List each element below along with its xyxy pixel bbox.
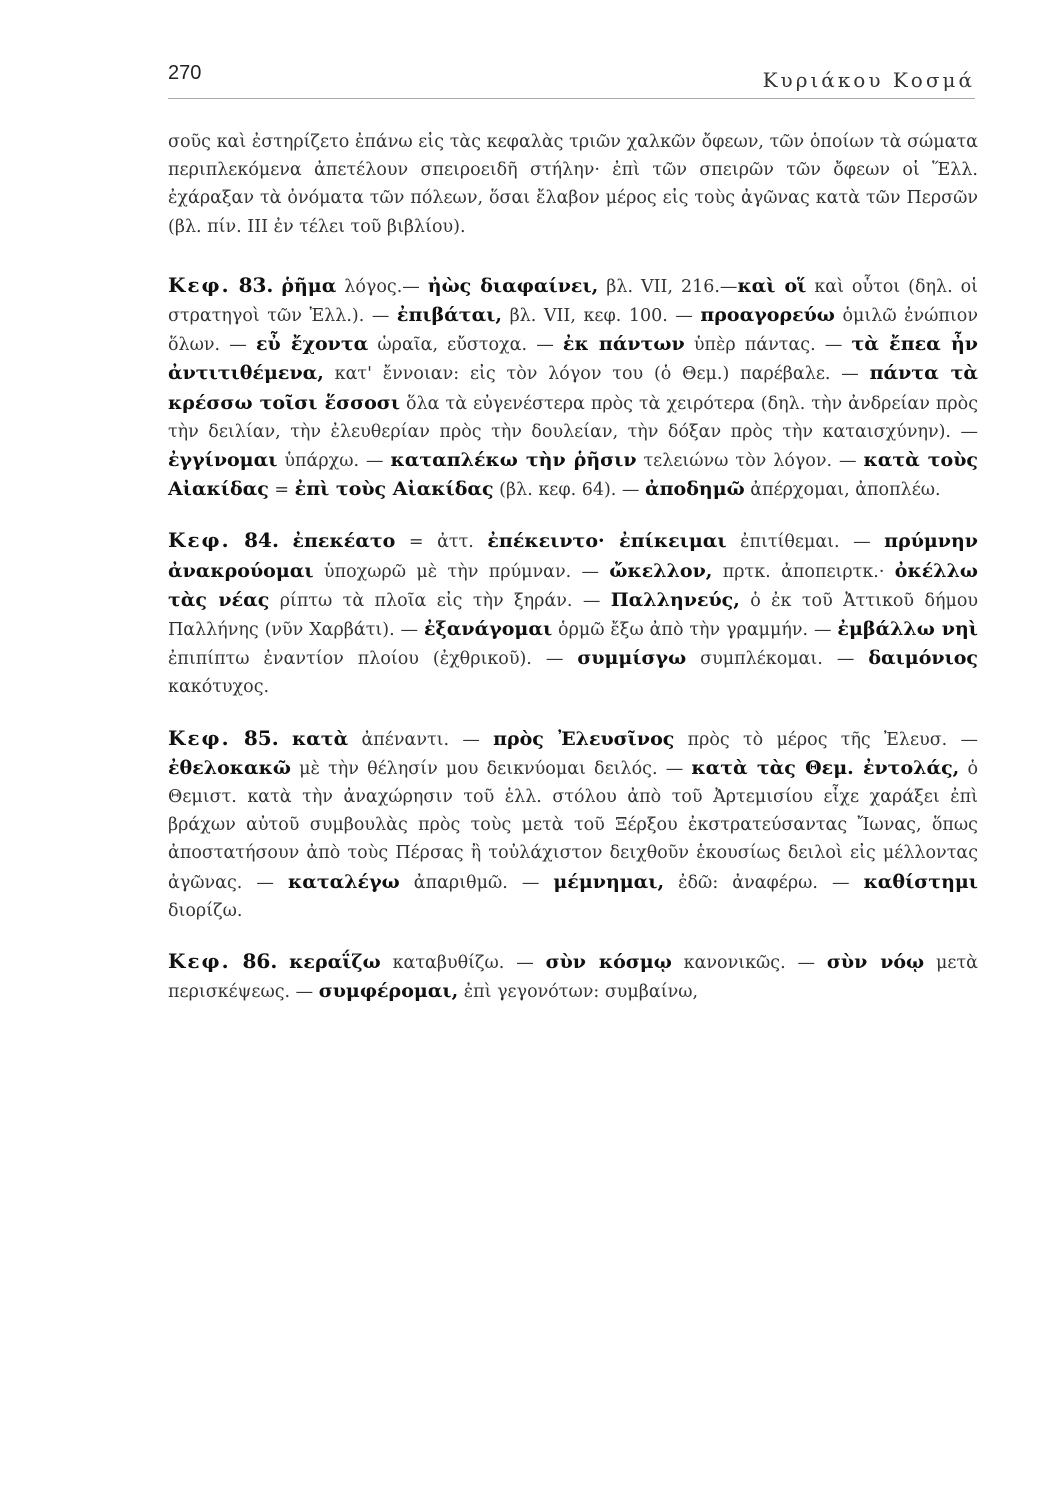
lemma-term: ἠὼς διαφαίνει, [427, 274, 599, 297]
lemma-term: καθίστημι [863, 870, 978, 893]
lemma-term: ὀκέλλω τὰς νέας [168, 559, 978, 611]
opening-paragraph: σοῦς καὶ ἐστηρίζετο ἐπάνω εἰς τὰς κεφαλὰς τριῶν χαλκῶν ὄφεων, τῶν ὁποίων τὰ σώματα περιπλεκόμενα ἀπετέλουν σπειροειδῆ στήλην· ἐπὶ τῶν σπειρῶν τῶν ὄφεων οἱ Ἕλλ. ἐχάραξαν τὰ ὀνόματα τῶν πόλεων, ὅσαι ἔλαβον μέρος εἰς τοὺς ἀγῶνας κατὰ τῶν Περσῶν (βλ. πίν. ΙΙΙ ἐν τέλει τοῦ βιβλίου). [168, 132, 978, 237]
gloss-text: μὲ τὴν θέλησίν μου δεικνύομαι δειλός. — [290, 758, 692, 779]
chapter-number: 84. [244, 528, 279, 553]
lemma-term: κατὰ τὰς Θεμ. ἐντολάς, [691, 756, 960, 779]
chapter-number: 86. [242, 949, 278, 974]
lemma-term: πρύμνην ἀνακρούομαι [168, 530, 978, 582]
gloss-text: συμπλέκομαι. — [686, 649, 869, 670]
lemma-term: καὶ οἵ [737, 274, 807, 297]
lemma-term: ἐκ πάντων [562, 333, 685, 356]
gloss-text: = [268, 480, 295, 501]
page-body [168, 128, 978, 1006]
gloss-text: ὑποχωρῶ μὲ τὴν πρύμναν. — [313, 561, 610, 582]
chapter-note [168, 526, 978, 701]
gloss-text: ὑπὲρ πάντας. — [684, 335, 852, 356]
lemma-term: δαιμόνιος [868, 647, 978, 670]
gloss-text: διορίζω. [168, 900, 243, 921]
gloss-text: πρτκ. ἀποπειρτκ.· [712, 561, 895, 582]
lemma-term: τὰ ἔπεα ἦν ἀντιτιθέμενα, [168, 333, 978, 385]
lemma-term: ῥῆμα [281, 274, 337, 297]
chapter-label: Κεφ. [168, 528, 231, 553]
gloss-text: (βλ. κεφ. 64). — [493, 480, 645, 501]
chapter-number: 83. [238, 272, 274, 297]
chapter-label: Κεφ. [168, 949, 231, 974]
lemma-term: ἐπεκέατο [292, 530, 396, 553]
lemma-term: ἐγγίνομαι [168, 449, 278, 472]
lemma-term: μέμνημαι, [553, 870, 665, 893]
gloss-text: καταβυθίζω. — [380, 953, 546, 974]
gloss-text: ἀπέρχομαι, ἀποπλέω. [744, 480, 941, 501]
lemma-term: κατὰ [291, 727, 349, 750]
gloss-text: ὁ Θεμιστ. κατὰ τὴν ἀναχώρησιν τοῦ ἑλλ. στόλου ἀπὸ τοῦ Ἀρτεμισίου εἶχε χαράξει ἐπὶ βράχων αὐτοῦ συμβουλὰς πρὸς τοὺς μετὰ τοῦ Ξέρξου ἐκστρατεύσαντας Ἴωνας, ὅπως ἀποστατήσουν ἀπὸ τοὺς Πέρσας ἢ τοὐλάχιστον δειχθοῦν ἑκουσίως δειλοὶ εἰς μέλλοντας ἀγῶνας. — [168, 758, 978, 893]
gloss-text: λόγος.— [336, 276, 428, 297]
lemma-term: σὺν νόῳ [826, 951, 925, 974]
gloss-text: ὅλα τὰ εὐγενέστερα πρὸς τὰ χειρότερα (δηλ. τὴν ἀνδρείαν πρὸς τὴν δειλίαν, τὴν ἐλευθερίαν πρὸς τὴν δουλείαν, τὴν δόξαν πρὸς τὴν καταισχύνην). — [168, 393, 978, 442]
chapter-note [168, 724, 978, 925]
gloss-text: κανονικῶς. — [671, 953, 827, 974]
gloss-text: μετὰ περισκέψεως. — [168, 953, 978, 1003]
gloss-text: ἐδῶ: ἀναφέρω. — [664, 872, 864, 893]
lemma-term: ἀποδημῶ [645, 478, 745, 501]
lemma-term: προαγορεύω [700, 304, 835, 327]
lemma-term: ἐπιβάται, [396, 304, 503, 327]
page-header [168, 58, 975, 99]
lemma-term: συμφέρομαι, [318, 980, 459, 1003]
gloss-text [279, 532, 293, 552]
gloss-text: ἐπιτίθεμαι. — [726, 532, 885, 553]
chapter-number: 85. [243, 725, 279, 750]
lemma-term: καταλέγω [287, 870, 400, 893]
gloss-text: ἐπὶ γεγονότων: συμβαίνω, [458, 982, 699, 1003]
gloss-text: βλ. VII, κεφ. 100. — [502, 306, 701, 327]
gloss-text: ὑπάρχω. — [277, 451, 391, 472]
gloss-text: ἀπαριθμῶ. — [399, 872, 554, 893]
gloss-text: ὁρμῶ ἔξω ἀπὸ τὴν γραμμήν. — [552, 620, 838, 641]
running-head: Κυριάκου Κοσμά [762, 68, 975, 92]
gloss-text: καὶ οὗτοι (δηλ. οἱ στρατηγοὶ τῶν Ἑλλ.). — [168, 276, 978, 327]
gloss-text: ὁ ἐκ τοῦ Ἀττικοῦ δήμου Παλλήνης (νῦν Χαρβάτι). — [168, 590, 979, 641]
lemma-term: ἐθελοκακῶ [168, 756, 291, 779]
lemma-term: Παλληνεύς, [610, 588, 740, 611]
gloss-text: κατ' ἔννοιαν: εἰς τὸν λόγον του (ὁ Θεμ.) παρέβαλε. — [323, 364, 870, 385]
chapter-note [168, 271, 978, 505]
chapter-label: Κεφ. [168, 272, 231, 297]
page-number: 270 [168, 62, 202, 84]
lemma-term: σὺν κόσμῳ [545, 951, 672, 974]
lemma-term: πρὸς Ἐλευσῖνος [493, 727, 675, 750]
lemma-term: εὖ ἔχοντα [255, 333, 369, 356]
lemma-term: ὤκελλον, [609, 559, 713, 582]
gloss-text: ἐπιπίπτω ἐναντίον πλοίου (ἐχθρικοῦ). — [168, 649, 578, 670]
lemma-term: ἐπὶ τοὺς Αἰακίδας [294, 478, 494, 501]
lemma-term: συμμίσγω [577, 647, 687, 670]
gloss-text: βλ. VII, 216.— [598, 276, 738, 297]
gloss-text: ρίπτω τὰ πλοῖα εἰς τὴν ξηράν. — [269, 590, 611, 611]
chapter-note [168, 947, 978, 1006]
lemma-term: πάντα τὰ κρέσσω τοῖσι ἕσσοσι [168, 362, 978, 414]
gloss-text: ὡραῖα, εὔστοχα. — [368, 335, 563, 356]
lemma-term: κεραΐζω [289, 951, 381, 974]
gloss-text [277, 953, 289, 973]
chapter-notes [168, 271, 978, 1007]
gloss-text: ἀπέναντι. — [348, 729, 494, 750]
gloss-text: πρὸς τὸ μέρος τῆς Ἐλευσ. — [674, 729, 978, 750]
lemma-term: ἐπέκειντο· ἐπίκειμαι [487, 530, 727, 553]
lemma-term: ἐμβάλλω νηὶ [837, 618, 978, 641]
gloss-text: κακότυχος. [168, 677, 270, 698]
chapter-label: Κεφ. [168, 725, 231, 750]
gloss-text: = ἀττ. [395, 532, 488, 553]
lemma-term: ἐξανάγομαι [423, 618, 553, 641]
lemma-term: καταπλέκω τὴν ῥῆσιν [390, 449, 637, 472]
gloss-text: τελειώνω τὸν λόγον. — [636, 451, 864, 472]
lemma-term: κατὰ τοὺς Αἰακίδας [168, 449, 978, 501]
gloss-text: ὁμιλῶ ἐνώπιον ὅλων. — [168, 306, 978, 356]
gloss-text [279, 730, 292, 750]
